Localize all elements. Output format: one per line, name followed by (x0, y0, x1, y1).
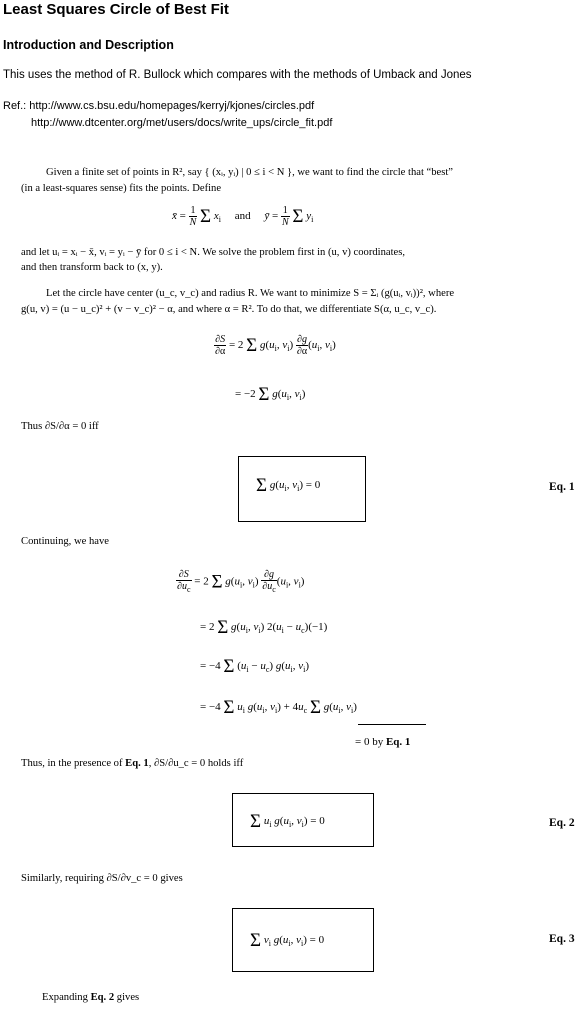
para3-line1: Let the circle have center (u_c, v_c) and radius R. We want to minimize S = Σᵢ (g(uᵢ, vᵢ))², where (46, 288, 455, 299)
continuing-text: Continuing, we have (21, 536, 109, 547)
eq1-formula: Σ $g(u_i$, $v_i) = 0$ (256, 475, 321, 496)
derivative-alpha-line2: = −2 Σ $g(u_i$, $v_i$) (235, 384, 306, 405)
reference-line-1: Ref.: http://www.cs.bsu.edu/homepages/kerryj/kjones/circles.pdf (3, 100, 315, 112)
derivative-uc-line2: = 2 Σ $g(u_i$, $v_i$) $2(u_i - u_c)(-1)$ (200, 617, 328, 638)
eq3-label: Eq. 3 (549, 933, 575, 945)
eq3-formula: Σ $v_i$ $g(u_i$, $v_i) = 0$ (250, 930, 325, 951)
derivative-uc-line3: = −4 Σ $(u_i - u_c)$ $g(u_i$, $v_i$) (200, 656, 310, 677)
mean-and-word: and (234, 210, 251, 223)
zero-by-eq1 (355, 736, 410, 748)
para2-line2: and then transform back to (x, y). (21, 262, 163, 273)
para3-line2: g(u, v) = (u − u_c)² + (v − v_c)² − α, and where α = R². To do that, we differentiate S(α, u_c, v_c). (21, 304, 437, 315)
para2-line1: and let uᵢ = xᵢ − x̄, vᵢ = yᵢ − ȳ for 0 ≤ i < N. We solve the problem first in (u, v) coordinates, (21, 247, 406, 258)
eq1-label: Eq. 1 (549, 481, 575, 493)
underbrace (358, 724, 426, 725)
thus-uc-post: , ∂S/∂u_c = 0 holds iff (148, 758, 244, 769)
mean-equations: x̄ = $\frac{1}{N}$ Σ $x_i$ and ȳ = $\frac{1}{N}$ Σ $y_i$ (172, 205, 314, 228)
similarly-text: Similarly, requiring ∂S/∂v_c = 0 gives (21, 873, 183, 884)
section-heading: Introduction and Description (3, 38, 174, 52)
reference-line-2: http://www.dtcenter.org/met/users/docs/write_ups/circle_fit.pdf (31, 117, 333, 129)
derivative-alpha-line1: $\frac{\partial S}{\partial\alpha}$ = 2 Σ $g(u_i$, $v_i$) $\frac{\partial g}{\partial\alpha}$ ($u_i$, $v_i$) (215, 334, 336, 357)
zero-by-eq-ref: Eq. 1 (385, 736, 411, 748)
expanding-pre: Expanding (42, 992, 88, 1003)
expanding-post: gives (116, 992, 140, 1003)
expanding-ref: Eq. 2 (90, 992, 115, 1003)
thus-uc (21, 757, 243, 771)
thus-alpha: Thus ∂S/∂α = 0 iff (21, 421, 99, 432)
zero-by-text: = 0 by (355, 736, 384, 748)
thus-uc-ref: Eq. 1 (125, 758, 149, 769)
para1-line2: (in a least-squares sense) fits the points. Define (21, 183, 222, 194)
expanding-text (42, 991, 139, 1005)
para1-line1: Given a finite set of points in R², say { (xᵢ, yᵢ) | 0 ≤ i < N }, we want to find the circle that “best” (46, 167, 454, 178)
derivative-uc-line1: $\frac{\partial S}{\partial u_c}$ = 2 Σ $g(u_i$, $v_i$) $\frac{\partial g}{\partial u_c}$ ($u_i$, $v_i$) (177, 569, 305, 594)
intro-text: This uses the method of R. Bullock which compares with the methods of Umback and Jones (3, 69, 472, 81)
eq2-label: Eq. 2 (549, 817, 575, 829)
eq2-formula: Σ $u_i$ $g(u_i$, $v_i) = 0$ (250, 811, 325, 832)
page-title: Least Squares Circle of Best Fit (3, 1, 229, 18)
thus-uc-pre: Thus, in the presence of (21, 758, 123, 769)
derivative-uc-line4: = −4 Σ $u_i$ $g(u_i$, $v_i) + 4u_c$ Σ $g(u_i$, $v_i$) (200, 697, 357, 718)
